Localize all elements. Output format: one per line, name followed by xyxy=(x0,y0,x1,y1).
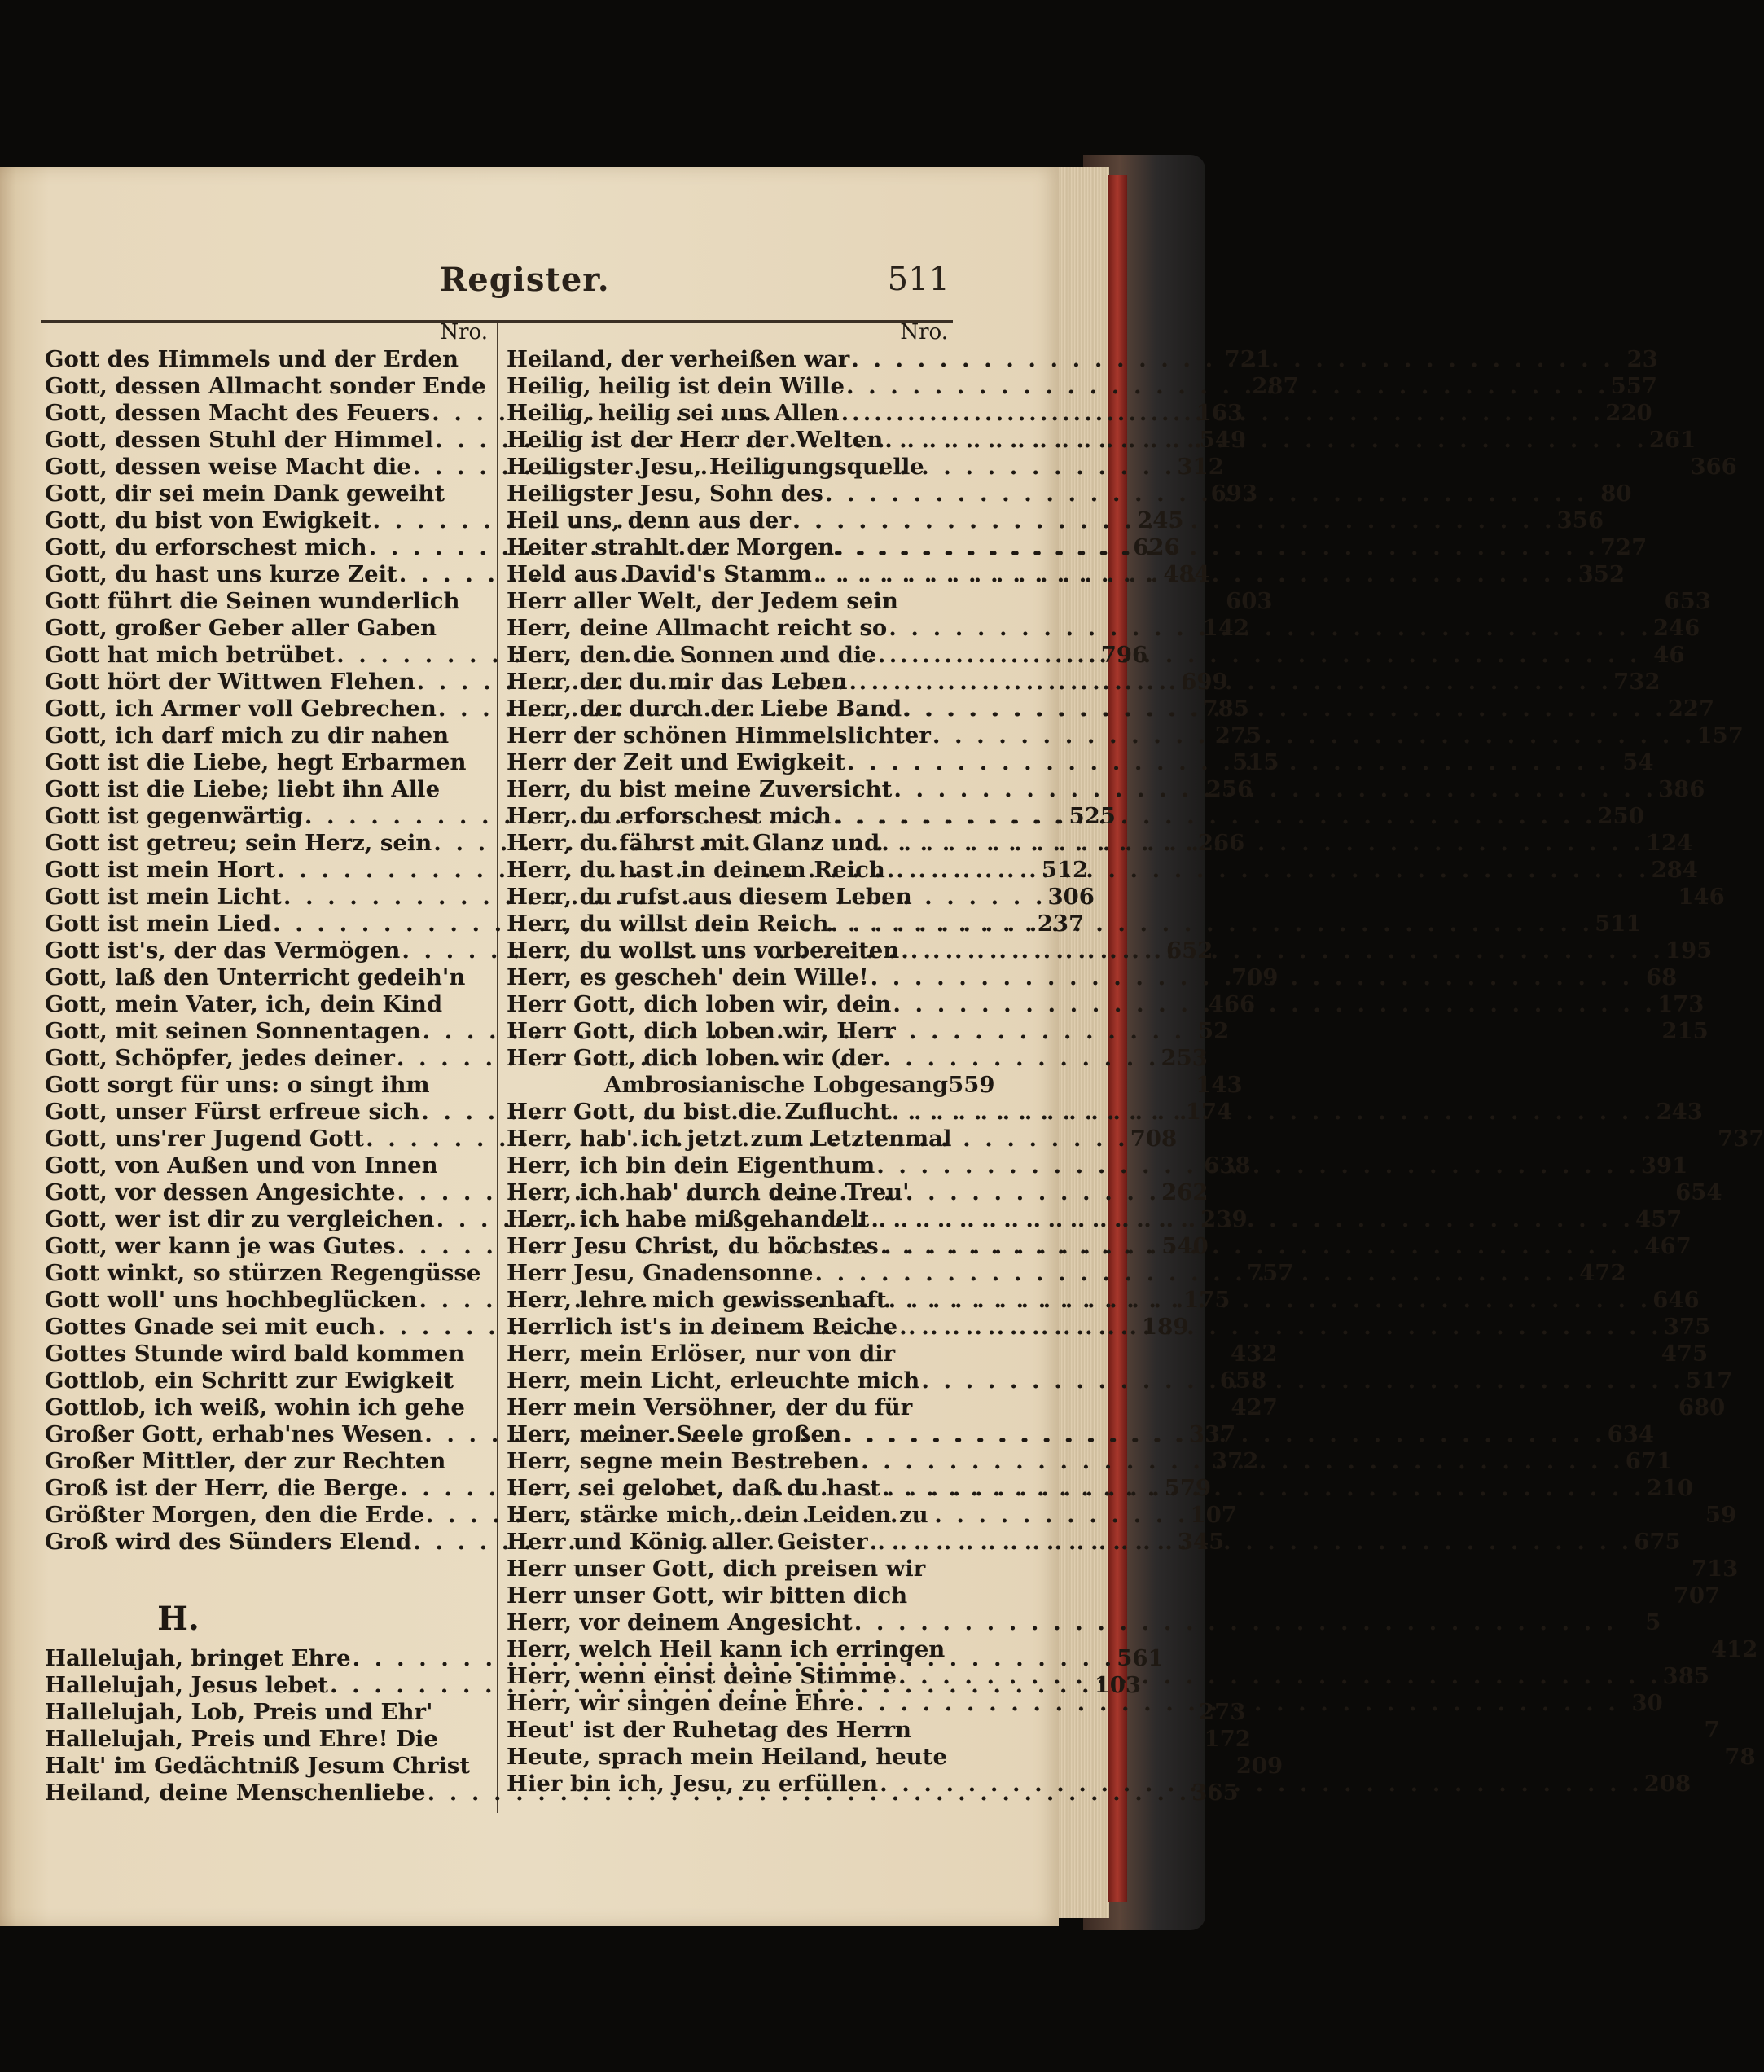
entry-title: Gottes Gnade sei mit euch xyxy=(45,1314,376,1340)
hymn-number: 732 xyxy=(1613,669,1661,695)
hymn-number: 208 xyxy=(1643,1771,1692,1797)
hymn-number: 195 xyxy=(1665,937,1713,964)
hymn-number: 68 xyxy=(1645,964,1678,990)
entry-title: Gott ist mein Licht xyxy=(45,884,282,910)
entry-title: Herr, du willst dein Reich xyxy=(507,911,829,937)
hymn-number: 7 xyxy=(1704,1717,1720,1743)
hymn-number: 30 xyxy=(1631,1690,1663,1716)
entry-title: Gottlob, ein Schritt zur Ewigkeit xyxy=(45,1367,454,1394)
leader-dots xyxy=(880,830,1646,857)
hymn-number: 245 xyxy=(1137,507,1184,533)
hymn-number: 484 xyxy=(1163,561,1210,587)
hymn-number: 432 xyxy=(1231,1341,1278,1367)
leader-dots xyxy=(887,615,1653,642)
hymn-number: 337 xyxy=(1188,1421,1236,1447)
hymn-number: 345 xyxy=(1177,1529,1225,1555)
entry-title: Herr, deine Allmacht reicht so xyxy=(507,615,888,641)
entry-title: Herr Gott, dich loben wir, dein xyxy=(507,991,892,1017)
entry-title: Gott, wer ist dir zu vergleichen xyxy=(45,1206,435,1232)
hymn-number: 143 xyxy=(1196,1072,1243,1098)
continuation-text: Ambrosianische Lobgesang xyxy=(604,1072,949,1098)
entry-title: Gott führt die Seinen wunderlich xyxy=(45,588,460,614)
entry-title: Halt' im Gedächtniß Jesum Christ xyxy=(45,1753,471,1779)
hymn-number: 262 xyxy=(1161,1179,1209,1205)
hymn-number: 467 xyxy=(1644,1233,1692,1259)
hymn-number: 515 xyxy=(1232,749,1279,775)
index-entry xyxy=(507,1045,951,1072)
hymn-number: 237 xyxy=(1037,911,1085,937)
entry-title: Herr, es gescheh' dein Wille! xyxy=(507,964,869,990)
entry-title: Herr, den die Sonnen und die xyxy=(507,642,876,668)
entry-title: Herr, ich habe mißgehandelt xyxy=(507,1206,870,1232)
leader-dots xyxy=(845,373,1611,400)
leader-dots xyxy=(869,1206,1635,1233)
entry-title: Großer Mittler, der zur Rechten xyxy=(45,1448,446,1474)
hymn-number: 385 xyxy=(1662,1663,1709,1689)
entry-title: Herr aller Welt, der Jedem sein xyxy=(507,588,898,614)
entry-title: Heiligster Jesu, Sohn des xyxy=(507,481,823,507)
hymn-number: 227 xyxy=(1667,696,1715,722)
entry-title: Heut' ist der Ruhetag des Herrn xyxy=(507,1717,912,1743)
nro-label: Nro. xyxy=(440,320,488,345)
leader-dots xyxy=(902,696,1668,722)
running-title: Register. xyxy=(440,261,610,299)
hymn-number: 157 xyxy=(1696,722,1744,748)
entry-title: Herr Gott, du bist die Zuflucht xyxy=(507,1099,890,1125)
entry-title: Herr Jesu, Gnadensonne xyxy=(507,1260,814,1286)
hymn-number: 386 xyxy=(1657,776,1705,802)
hymn-number: 352 xyxy=(1578,561,1625,587)
hymn-number: 175 xyxy=(1183,1287,1231,1313)
hymn-number: 511 xyxy=(1595,911,1642,937)
hymn-number: 59 xyxy=(1705,1502,1737,1528)
hymn-number: 634 xyxy=(1607,1421,1655,1447)
entry-title: Gott, du bist von Ewigkeit xyxy=(45,507,371,533)
hymn-number: 372 xyxy=(1212,1448,1259,1474)
hymn-number: 261 xyxy=(1648,427,1696,453)
hymn-number: 713 xyxy=(1691,1556,1739,1582)
leader-dots xyxy=(879,1233,1645,1260)
entry-title: Hallelujah, Jesus lebet xyxy=(45,1672,328,1698)
entry-title: Heiligster Jesu, Heiligungsquelle xyxy=(507,454,924,480)
hymn-number: 727 xyxy=(1599,534,1648,560)
leader-dots xyxy=(883,427,1649,454)
entry-title: Heiland, deine Menschenliebe xyxy=(45,1780,426,1806)
entry-title: Herr, welch Heil kann ich erringen xyxy=(507,1636,946,1662)
hymn-number: 603 xyxy=(1226,588,1273,614)
leader-dots xyxy=(823,481,1590,507)
entry-title: Gott, du erforschest mich xyxy=(45,534,367,560)
hymn-number: 549 xyxy=(1199,427,1247,453)
entry-title: Gott, dessen Macht des Feuers xyxy=(45,400,431,426)
continuation-number: 559 xyxy=(948,1072,995,1098)
hymn-number: 46 xyxy=(1653,642,1685,668)
entry-title: Gott hört der Wittwen Flehen xyxy=(45,669,415,695)
entry-title: Herr Gott, dich loben wir, Herr xyxy=(507,1018,896,1044)
hymn-number: 163 xyxy=(1196,400,1244,426)
leader-dots xyxy=(812,561,1578,588)
hymn-number: 239 xyxy=(1200,1206,1248,1232)
index-entry xyxy=(507,1609,1661,1636)
hymn-number: 654 xyxy=(1675,1179,1722,1205)
entry-title: Gott, großer Geber aller Gaben xyxy=(45,615,437,641)
entry-title: Herr der schönen Himmelslichter xyxy=(507,722,931,748)
entry-title: Hier bin ich, Jesu, zu erfüllen xyxy=(507,1771,879,1797)
entry-title: Herr, ich bin dein Eigenthum xyxy=(507,1152,875,1179)
entry-title: Gott, mein Vater, ich, dein Kind xyxy=(45,991,443,1017)
page-header xyxy=(41,261,953,318)
hymn-number: 174 xyxy=(1185,1099,1233,1125)
entry-title: Herr unser Gott, dich preisen wir xyxy=(507,1556,926,1582)
entry-title: Herr, lehre mich gewissenhaft xyxy=(507,1287,887,1313)
hymn-number: 466 xyxy=(1208,991,1256,1017)
entry-title: Gott ist gegenwärtig xyxy=(45,803,303,829)
hymn-number: 287 xyxy=(1252,373,1299,399)
entry-title: Herr, vor deinem Angesicht xyxy=(507,1609,853,1635)
entry-title: Gott sorgt für uns: o singt ihm xyxy=(45,1072,430,1098)
entry-title: Gott ist die Liebe; liebt ihn Alle xyxy=(45,776,441,802)
leader-dots xyxy=(854,1690,1621,1717)
hymn-number: 785 xyxy=(1202,696,1249,722)
hymn-number: 80 xyxy=(1600,481,1632,507)
entry-title: Herr, du fährst mit Glanz und xyxy=(507,830,880,856)
nro-label: Nro. xyxy=(900,320,948,345)
hymn-number: 658 xyxy=(1219,1367,1267,1394)
section-letter-h: H. xyxy=(157,1600,200,1638)
leader-dots xyxy=(897,1663,1663,1690)
hymn-number: 172 xyxy=(1204,1726,1251,1752)
entry-title: Herr der Zeit und Ewigkeit xyxy=(507,749,845,775)
hymn-number: 107 xyxy=(1190,1502,1237,1528)
hymn-number: 680 xyxy=(1678,1394,1726,1420)
entry-title: Heiter strahlt der Morgen xyxy=(507,534,835,560)
entry-title: Groß ist der Herr, die Berge xyxy=(45,1475,399,1501)
entry-title: Herrlich ist's in deinem Reiche xyxy=(507,1314,898,1340)
hymn-number: 210 xyxy=(1646,1475,1694,1501)
leader-dots xyxy=(828,911,1595,937)
entry-title: Gott des Himmels und der Erden xyxy=(45,346,459,372)
hymn-number: 266 xyxy=(1197,830,1245,856)
entry-title: Gott ist mein Lied xyxy=(45,911,272,937)
hymn-number: 23 xyxy=(1626,346,1658,372)
entry-title: Gott, vor dessen Angesichte xyxy=(45,1179,396,1205)
hymn-number: 256 xyxy=(1205,776,1253,802)
hymn-number: 78 xyxy=(1724,1744,1756,1770)
hymn-number: 707 xyxy=(1673,1583,1721,1609)
leader-dots xyxy=(891,991,1657,1018)
hymn-number: 557 xyxy=(1610,373,1658,399)
hymn-number: 652 xyxy=(1165,937,1213,964)
leader-dots xyxy=(880,1475,1647,1502)
leader-dots xyxy=(899,937,1665,964)
leader-dots xyxy=(853,1609,1619,1636)
hymn-number: 356 xyxy=(1556,507,1604,533)
leader-dots xyxy=(859,1448,1626,1475)
entry-title: Herr und König aller Geister xyxy=(507,1529,868,1555)
hymn-number: 675 xyxy=(1634,1529,1681,1555)
hymn-number: 365 xyxy=(1191,1780,1239,1806)
entry-title: Gott, laß den Unterricht gedeih'n xyxy=(45,964,466,990)
hymn-number: 708 xyxy=(1130,1126,1178,1152)
entry-title: Gott, mit seinen Sonnentagen xyxy=(45,1018,421,1044)
leader-dots xyxy=(847,669,1613,696)
hymn-number: 646 xyxy=(1652,1287,1700,1313)
entry-title: Gott, ich Armer voll Gebrechen xyxy=(45,696,437,722)
entry-title: Herr, mein Licht, erleuchte mich xyxy=(507,1367,920,1394)
hymn-number: 709 xyxy=(1231,964,1279,990)
hymn-number: 579 xyxy=(1164,1475,1212,1501)
hymn-number: 626 xyxy=(1133,534,1180,560)
entry-title: Herr, segne mein Bestreben xyxy=(507,1448,860,1474)
hymn-number: 142 xyxy=(1202,615,1249,641)
hymn-number: 699 xyxy=(1181,669,1228,695)
entry-title: Herr, ich hab' durch deine Treu' xyxy=(507,1179,910,1205)
hymn-number: 525 xyxy=(1068,803,1116,829)
leader-dots xyxy=(832,803,1598,830)
entry-title: Gott ist's, der das Vermögen xyxy=(45,937,401,964)
hymn-number: 737 xyxy=(1718,1126,1764,1152)
index-entry xyxy=(507,1556,1739,1583)
entry-title: Gott ist mein Hort xyxy=(45,857,276,883)
entry-title: Hallelujah, Lob, Preis und Ehr' xyxy=(45,1699,433,1725)
entry-title: Gott, unser Fürst erfreue sich xyxy=(45,1099,420,1125)
entry-title: Gott, von Außen und von Innen xyxy=(45,1152,438,1179)
entry-title: Herr, du rufst aus diesem Leben xyxy=(507,884,912,910)
leader-dots xyxy=(868,1529,1635,1556)
leader-dots xyxy=(849,346,1616,373)
section-gap xyxy=(45,1556,491,1593)
entry-title: Gott ist die Liebe, hegt Erbarmen xyxy=(45,749,467,775)
entry-title: Gottlob, ich weiß, wohin ich gehe xyxy=(45,1394,465,1420)
leader-dots xyxy=(791,507,1557,534)
hymn-number: 253 xyxy=(1161,1045,1208,1071)
hymn-number: 275 xyxy=(1214,722,1262,748)
entry-title: Großer Gott, erhab'nes Wesen xyxy=(45,1421,423,1447)
entry-title: Groß wird des Sünders Elend xyxy=(45,1529,412,1555)
leader-dots xyxy=(875,1152,1641,1179)
entry-title: Gott, du hast uns kurze Zeit xyxy=(45,561,397,587)
entry-title: Herr, wenn einst deine Stimme xyxy=(507,1663,897,1689)
hymn-number: 375 xyxy=(1663,1314,1711,1340)
entry-title: Gottes Stunde wird bald kommen xyxy=(45,1341,465,1367)
leader-dots xyxy=(892,776,1658,803)
entry-title: Gott ist getreu; sein Herz, sein xyxy=(45,830,432,856)
hymn-number: 189 xyxy=(1142,1314,1189,1340)
entry-title: Herr Jesu Christ, du höchstes xyxy=(507,1233,879,1259)
entry-title: Heil uns, denn aus der xyxy=(507,507,791,533)
entry-title: Herr, wir singen deine Ehre xyxy=(507,1690,855,1716)
hymn-number: 796 xyxy=(1100,642,1148,668)
entry-title: Gott, Schöpfer, jedes deiner xyxy=(45,1045,395,1071)
entry-title: Gott winkt, so stürzen Regengüsse xyxy=(45,1260,481,1286)
leader-dots xyxy=(887,1287,1653,1314)
entry-title: Gott woll' uns hochbeglücken xyxy=(45,1287,418,1313)
hymn-number: 173 xyxy=(1657,991,1705,1017)
entry-title: Gott, ich darf mich zu dir nahen xyxy=(45,722,450,748)
entry-title: Herr, du bist meine Zuversicht xyxy=(507,776,893,802)
leader-dots xyxy=(841,1421,1608,1448)
entry-title: Herr, stärke mich, dein Leiden zu xyxy=(507,1502,928,1528)
hymn-number: 306 xyxy=(1047,884,1095,910)
hymn-number: 220 xyxy=(1605,400,1652,426)
hymn-number: 52 xyxy=(1197,1018,1230,1044)
leader-dots xyxy=(878,1771,1644,1798)
hymn-number: 5 xyxy=(1645,1609,1661,1635)
hymn-number: 312 xyxy=(1177,454,1224,480)
entry-title: Herr, der du mir das Leben xyxy=(507,669,848,695)
hymn-number: 427 xyxy=(1231,1394,1278,1420)
entry-title: Heute, sprach mein Heiland, heute xyxy=(507,1744,948,1770)
hymn-number: 653 xyxy=(1664,588,1711,614)
leader-dots xyxy=(919,1367,1686,1394)
hymn-number: 273 xyxy=(1199,1699,1246,1725)
leader-dots xyxy=(931,722,1697,749)
entry-title: Herr, mein Erlöser, nur von dir xyxy=(507,1341,896,1367)
hymn-number: 215 xyxy=(1661,1018,1709,1044)
entry-title: Heilig, heilig sei uns Allen xyxy=(507,400,840,426)
entry-title: Gott, wer kann je was Gutes xyxy=(45,1233,396,1259)
hymn-number: 671 xyxy=(1625,1448,1673,1474)
leader-dots xyxy=(869,964,1635,991)
leader-dots xyxy=(834,534,1600,561)
entry-title: Größter Morgen, den die Erde xyxy=(45,1502,424,1528)
hymn-number: 250 xyxy=(1597,803,1644,829)
leader-dots xyxy=(876,642,1643,669)
leader-dots xyxy=(890,1099,1656,1126)
entry-title: Gott, dir sei mein Dank geweiht xyxy=(45,481,445,507)
hymn-number: 246 xyxy=(1652,615,1700,641)
entry-title: Herr, sei gelobet, daß du hast xyxy=(507,1475,881,1501)
hymn-number: 721 xyxy=(1224,346,1271,372)
entry-title: Herr, der durch der Liebe Band xyxy=(507,696,902,722)
leader-dots xyxy=(814,1260,1580,1287)
leader-dots xyxy=(897,1314,1664,1341)
entry-title: Herr, du erforschest mich xyxy=(507,803,832,829)
entry-title: Heilig, heilig ist dein Wille xyxy=(507,373,845,399)
hymn-number: 284 xyxy=(1651,857,1698,883)
hymn-number: 412 xyxy=(1710,1636,1758,1662)
hymn-number: 209 xyxy=(1235,1753,1284,1779)
entry-title: Herr, hab' ich jetzt zum Letztenmal xyxy=(507,1126,952,1152)
entry-title: Herr unser Gott, wir bitten dich xyxy=(507,1583,908,1609)
entry-title: Herr, meiner Seele großen xyxy=(507,1421,842,1447)
hymn-number: 366 xyxy=(1690,454,1737,480)
hymn-number: 475 xyxy=(1661,1341,1709,1367)
hymn-number: 512 xyxy=(1041,857,1089,883)
hymn-number: 391 xyxy=(1640,1152,1688,1179)
entry-title: Gott, dessen weise Macht die xyxy=(45,454,411,480)
entry-title: Gott hat mich betrübet xyxy=(45,642,336,668)
entry-title: Herr Gott, dich loben wir (der xyxy=(507,1045,883,1071)
page-number: 511 xyxy=(887,261,950,298)
continuation-line xyxy=(507,1072,995,1099)
hymn-number: 243 xyxy=(1656,1099,1703,1125)
entry-title: Heiland, der verheißen war xyxy=(507,346,850,372)
hymn-number: 757 xyxy=(1246,1260,1294,1286)
entry-title: Gott, dessen Stuhl der Himmel xyxy=(45,427,434,453)
entry-title: Herr, du wollst uns vorbereiten xyxy=(507,937,900,964)
hymn-number: 693 xyxy=(1210,481,1258,507)
hymn-number: 638 xyxy=(1204,1152,1251,1179)
entry-title: Heilig ist der Herr der Welten xyxy=(507,427,884,453)
leader-dots xyxy=(885,857,1652,884)
entry-title: Herr mein Versöhner, der du für xyxy=(507,1394,913,1420)
leader-dots xyxy=(840,400,1606,427)
hymn-number: 457 xyxy=(1635,1206,1683,1232)
entry-title: Gott, dessen Allmacht sonder Ende xyxy=(45,373,486,399)
hymn-number: 146 xyxy=(1678,884,1725,910)
leader-dots xyxy=(845,749,1612,776)
hymn-number: 540 xyxy=(1161,1233,1209,1259)
hymn-number: 517 xyxy=(1685,1367,1733,1394)
hymn-number: 472 xyxy=(1579,1260,1626,1286)
entry-title: Gott, uns'rer Jugend Gott xyxy=(45,1126,365,1152)
entry-title: Held aus David's Stamm xyxy=(507,561,812,587)
entry-title: Hallelujah, bringet Ehre xyxy=(45,1645,351,1671)
hymn-number: 124 xyxy=(1645,830,1693,856)
index-entry xyxy=(507,1583,1721,1609)
entry-title: Herr, du hast in deinem Reich xyxy=(507,857,885,883)
hymn-number: 54 xyxy=(1622,749,1654,775)
hymn-number: 103 xyxy=(1094,1672,1141,1698)
hymn-number: 561 xyxy=(1117,1645,1164,1671)
entry-title: Hallelujah, Preis und Ehre! Die xyxy=(45,1726,438,1752)
